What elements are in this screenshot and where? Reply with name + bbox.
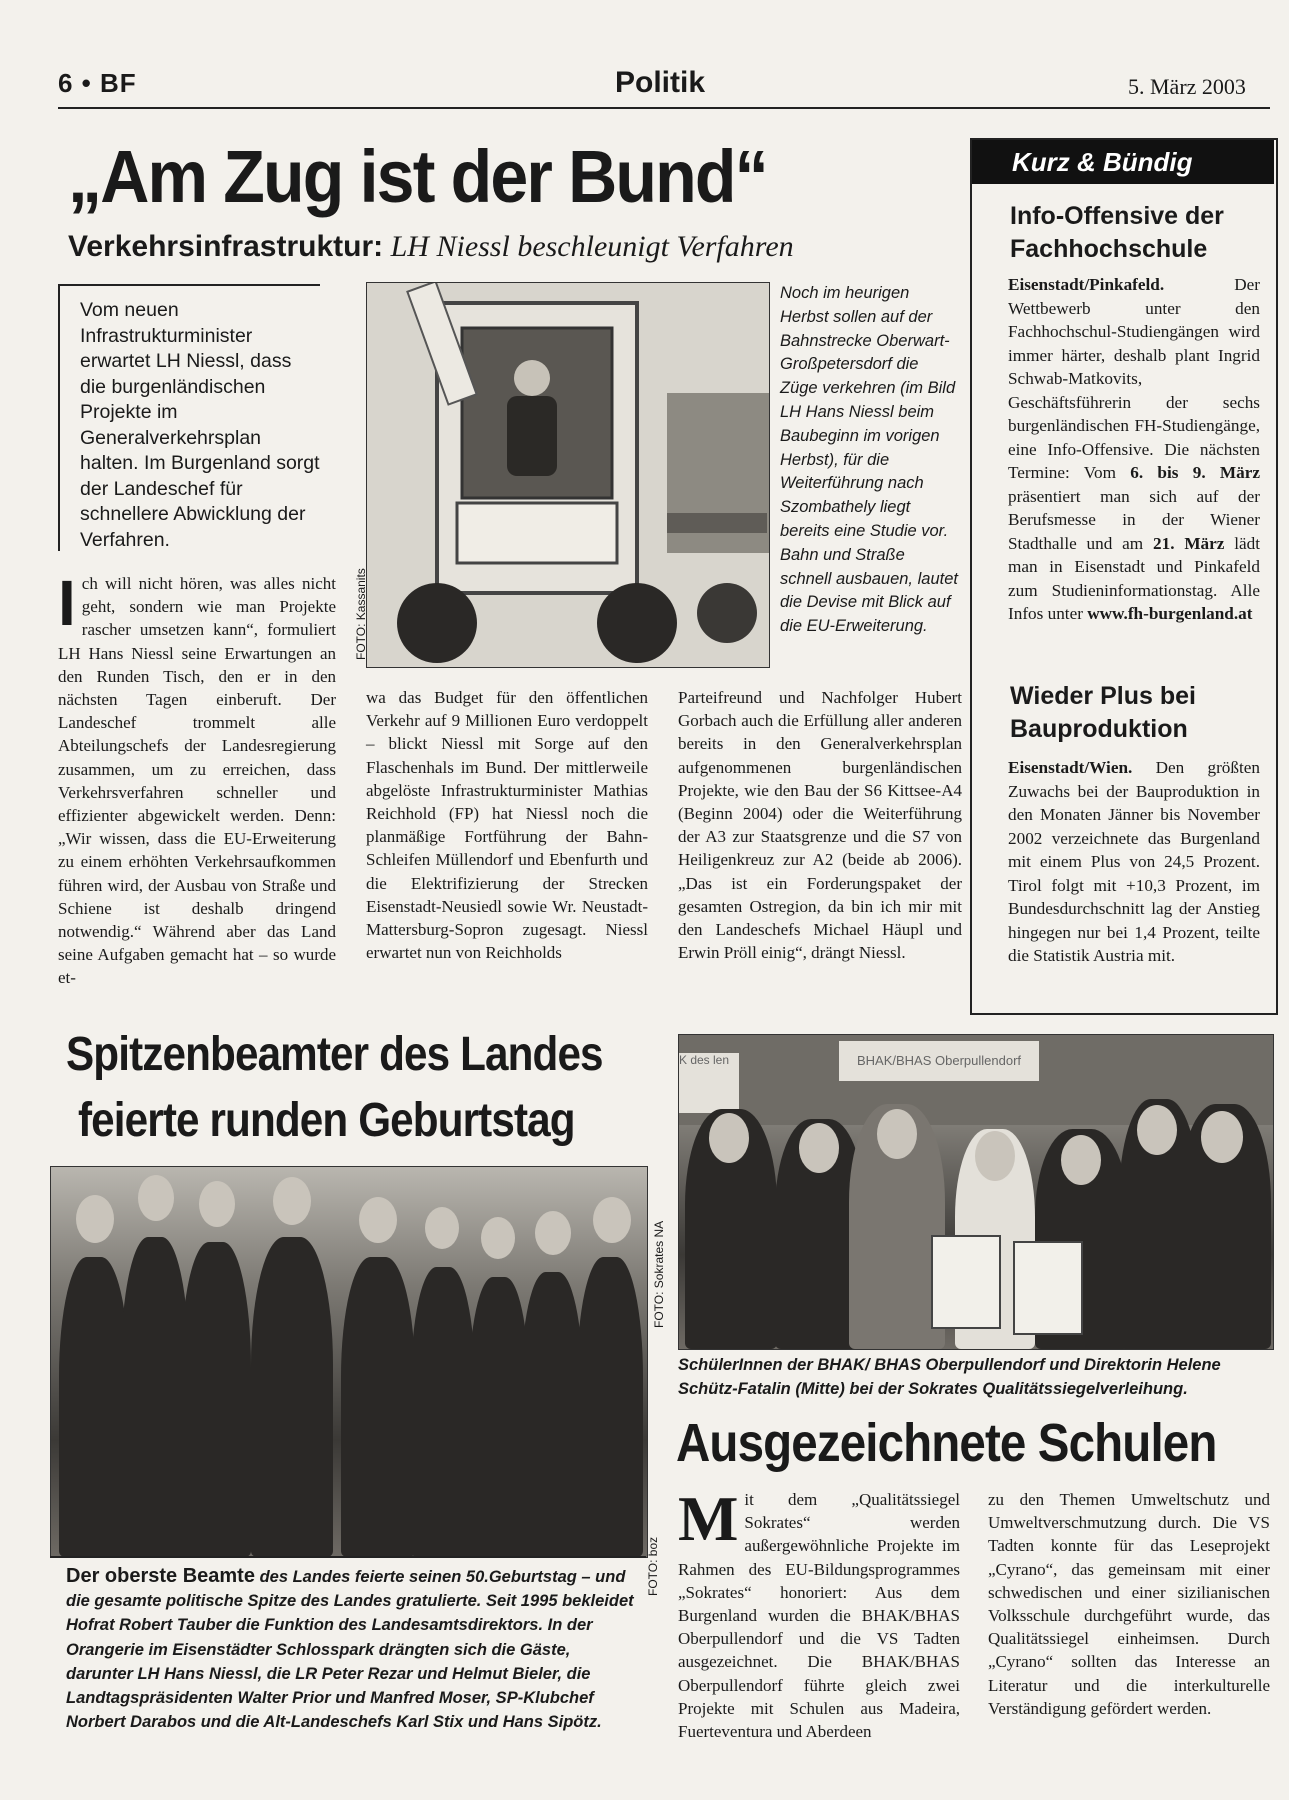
page-folio: 6 • BF (58, 68, 137, 98)
article1-kicker: Verkehrsinfrastruktur: (68, 230, 384, 263)
person (121, 1237, 189, 1557)
sidebar-item1-date1: 6. bis 9. März (1130, 463, 1260, 482)
article1-subline (68, 230, 794, 264)
officials-group-photo (50, 1166, 648, 1558)
certificate-frame (931, 1235, 1001, 1329)
person (577, 1257, 643, 1557)
article1-subhead: LH Niessl beschleunigt Verfahren (390, 230, 794, 263)
person-head (1137, 1105, 1177, 1155)
person (411, 1267, 475, 1557)
article1-dropcap: I (58, 567, 76, 639)
section-title: Politik (615, 66, 706, 99)
sidebar-item2-text (1008, 756, 1260, 968)
officials-caption-text: des Landes feierte seinen 50.Geburtstag – und die gesamte politische Spitze des Landes gratulierte. Seit 1995 bekleidet Hofrat Robert Tauber die Funktion des Landesamtsdirektors. In der Orangerie im Eisenstädter Schlosspark drängten sich die Gäste, darunter LH Hans Niessl, die LR Peter Rezar und Helmut Bieler, die Landtagspräsidenten Walter Prior und Manfred Moser, SP-Klubchef Norbert Darabos und die Alt-Landeschefs Karl Stix und Hans Sipötz. (66, 1568, 634, 1732)
sidebar-item1-dateline: Eisenstadt/Pinkafeld. (1008, 275, 1165, 294)
officials-caption-rule (50, 1556, 646, 1558)
person-head (593, 1197, 631, 1243)
school-award-photo (678, 1034, 1274, 1350)
person (469, 1277, 529, 1557)
person (181, 1242, 251, 1557)
person-head (1201, 1111, 1243, 1163)
sidebar-item1-body: Der Wettbewerb unter den Fachhochschul-Studiengängen wird immer härter, deshalb plant Ingrid Schwab-Matkovits, Geschäftsführerin der sechs burgenländischen FH-Studiengänge, eine Info-Offensive. Die nächsten Termine: Vom (1008, 275, 1260, 482)
sidebar-item1-date2: 21. März (1153, 533, 1225, 553)
sidebar-item1-body2: präsentiert man sich auf der Berufsmesse in der Wiener Stadthalle und am (1008, 486, 1260, 553)
article1-column-1 (58, 567, 336, 990)
sidebar-item2-body: Den größten Zuwachs bei der Bauproduktion in den Monaten Jänner bis November 2002 verzeichnete das Burgenland mit einem Plus von 24,5 Prozent. Tirol folgt mit +10,3 Prozent, im Bundesdurchschnitt lag der Anstieg hingegen nur bei 1,4 Prozent, teilte die Statistik Austria mit. (1008, 758, 1260, 965)
article1-lead: Vom neuen Infrastrukturminister erwartet LH Niessl, dass die burgenländischen Projekte im Generalverkehrsplan halten. Im Burgenland sorgt der Landeschef für schnellere Abwicklung der Verfahren. (80, 299, 320, 551)
sidebar-item1-text (1008, 273, 1260, 626)
person (341, 1257, 415, 1557)
excavator-photo-credit: FOTO: Kassanits (354, 568, 368, 660)
excavator-photo-caption: Noch im heurigen Herbst sollen auf der Bahnstrecke Oberwart-Großpetersdorf die Züge verkehren (im Bild LH Hans Niessl beim Baubeginn im vorigen Herbst), für die Weiterführung nach Szombathely liegt bereits eine Studie vor. Bahn und Straße schnell ausbauen, lautet die Devise mit Blick auf die EU-Erweiterung. (780, 284, 958, 636)
person-head (76, 1195, 114, 1243)
article3-col1-text: it dem „Qualitätssiegel Sokrates“ werden außergewöhnliche Projekte im Rahmen des EU-Bildungsprogrammes „Sokrates“ honoriert: Aus dem Burgenland wurden die BHAK/BHAS Oberpullendorf und die VS Tadten ausgezeichnet. Die BHAK/BHAS Oberpullendorf führte gleich zwei Projekte mit Schulen aus Madeira, Fuerteventura und Aberdeen (678, 1490, 960, 1742)
article3-dropcap: M (678, 1483, 739, 1554)
article3-column-2: zu den Themen Umweltschutz und Umweltverschmutzung durch. Die VS Tadten konnte für das Leseprojekt „Cyrano“, das gemeinsam mit einer schwedischen und einer sizilianischen Volksschule durchgeführt wurde, das Qualitätssiegel einheimsen. Durch „Cyrano“ sollten das Interesse an Literatur und die interkulturelle Verständigung gefördert werden. (988, 1490, 1270, 1718)
person-head (877, 1109, 917, 1159)
header-rule (58, 107, 1270, 109)
person-head (359, 1197, 397, 1243)
person (251, 1237, 333, 1557)
sidebar-item1-body3: lädt man in Eisenstadt und Pinkafeld zum Studieninformationstag. Alle Infos unter (1008, 533, 1260, 623)
person-head (481, 1217, 515, 1259)
person-head (535, 1211, 571, 1255)
article2-headline-line1: Spitzenbeamter des Landes (66, 1028, 603, 1081)
sidebar-item1-url: www.fh-burgenland.at (1087, 604, 1253, 623)
officials-photo-caption (66, 1564, 638, 1734)
person-head (709, 1113, 749, 1163)
person (59, 1257, 129, 1557)
sidebar-item2-heading: Wieder Plus bei Bauproduktion (1010, 682, 1196, 743)
officials-caption-lead: Der oberste Beamte (66, 1565, 255, 1587)
banner-left: K des len (679, 1053, 739, 1113)
article2-headline-line2: feierte runden Geburtstag (78, 1094, 575, 1147)
school-banner: BHAK/BHAS Oberpullendorf (839, 1041, 1039, 1081)
article3-headline: Ausgezeichnete Schulen (676, 1413, 1217, 1473)
excavator-illustration (367, 283, 769, 667)
person (521, 1272, 583, 1557)
school-photo-caption: SchülerInnen der BHAK/ BHAS Oberpullendorf und Direktorin Helene Schütz-Fatalin (Mitte) bei der Sokrates Qualitätssiegelverleihung. (678, 1356, 1221, 1398)
article1-col1-text: ch will nicht hören, was alles nicht geht, sondern wie man Projekte rascher umsetzen kann“, formuliert LH Hans Niessl seine Erwartungen an den Runden Tisch, den er in den nächsten Tagen einberuft. Der Landeschef trommelt alle Abteilungschefs der Landesregierung zusammen, um zu erreichen, dass Verkehrsverfahren schneller und effizienter abgewickelt werden. Denn: „Wir wissen, dass die EU-Erweiterung zu einem erhöhten Verkehrsaufkommen führen wird, der Ausbau von Straße und Schiene ist deshalb dringend notwendig.“ Während aber das Land seine Aufgaben gemacht hat – so wurde et- (58, 574, 336, 988)
article3-column-1 (678, 1483, 960, 1743)
excavator-photo (366, 282, 770, 668)
person-head (273, 1177, 311, 1225)
person-head (138, 1175, 174, 1221)
article1-column-3: Parteifreund und Nachfolger Hubert Gorbach auch die Erfüllung aller anderen bereits in den Generalverkehrsplan aufgenommenen burgenländischen Projekte, wie den Bau der S6 Kittsee-A4 (Beginn 2004) oder die Weiterführung der A3 zur Staatsgrenze und die S7 von Heiligenkreuz zur A2 (beide ab 2006). „Das ist ein Forderungspaket der gesamten Ostregion, da bin ich mir mit den Landeschefs Michael Häupl und Erwin Pröll einig“, drängt Niessl. (678, 688, 962, 963)
person-head (425, 1207, 459, 1249)
person-head (1061, 1135, 1101, 1185)
person-head (199, 1181, 235, 1227)
sidebar-item1-heading: Info-Offensive der Fachhochschule (1010, 202, 1224, 263)
article1-headline: „Am Zug ist der Bund“ (68, 135, 767, 218)
school-photo-credit: FOTO: Sokrates NA (652, 1220, 666, 1328)
sidebar-item2-dateline: Eisenstadt/Wien. (1008, 758, 1133, 777)
person-head (799, 1123, 839, 1173)
certificate-frame (1013, 1241, 1083, 1335)
person-head (975, 1131, 1015, 1181)
boz-photo-credit: FOTO: boz (646, 1536, 660, 1596)
kurz-buendig-title: Kurz & Bündig (972, 140, 1274, 184)
article1-column-2: wa das Budget für den öffentlichen Verkehr auf 9 Millionen Euro verdoppelt – blickt Niessl mit Sorge auf den Flaschenhals im Bund. Der mittlerweile abgelöste Infrastrukturminister Mathias Reichhold (FP) hat Niessl noch die planmäßige Fortführung der Bahn-Schleifen Müllendorf und Ebenfurth und die Elektrifizierung der Strecken Eisenstadt-Neusiedl sowie Wr. Neustadt-Mattersburg-Sopron zugesagt. Niessl erwartet nun von Reichholds (366, 688, 648, 963)
issue-date: 5. März 2003 (1128, 74, 1246, 99)
